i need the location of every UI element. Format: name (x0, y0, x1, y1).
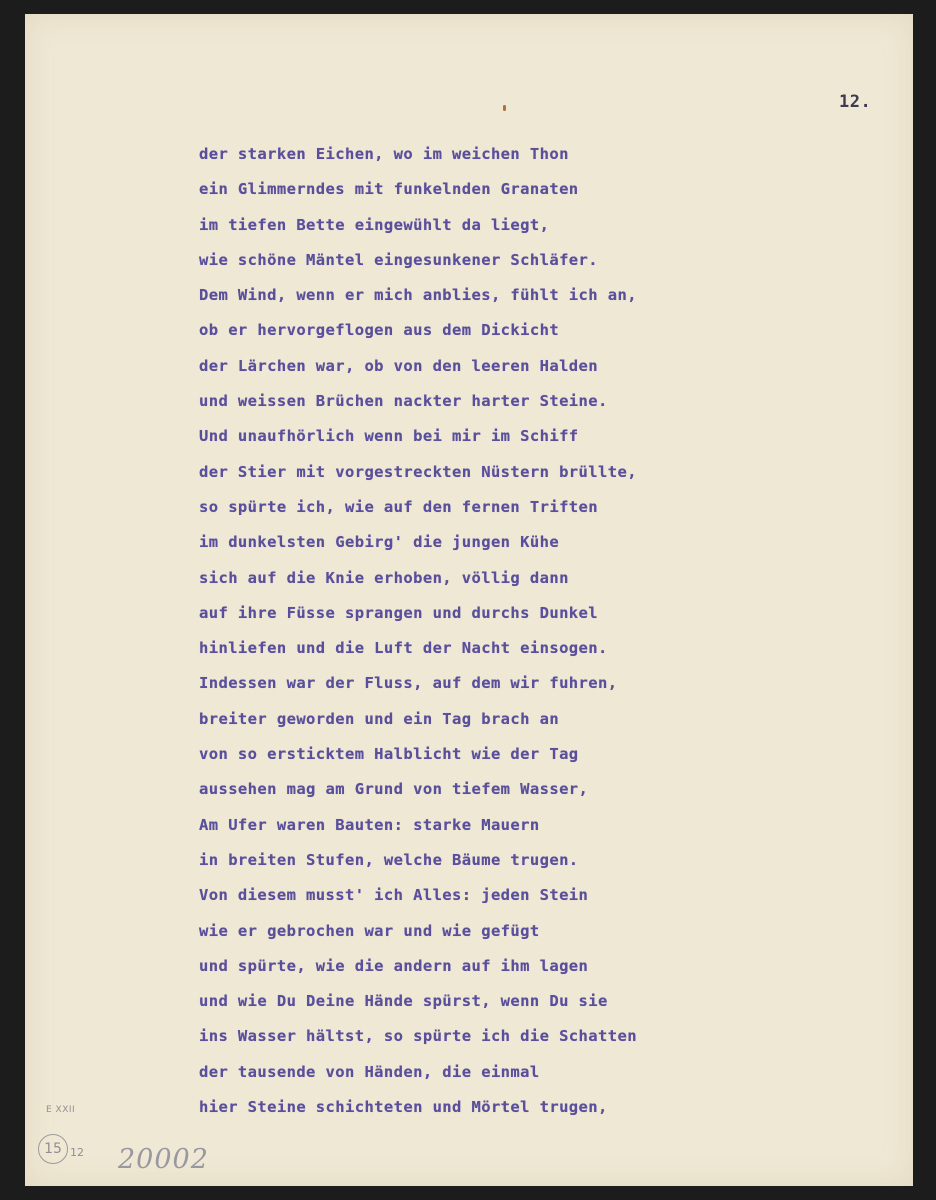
poem-line: wie er gebrochen war und wie gefügt (199, 921, 540, 940)
poem-line: und wie Du Deine Hände spürst, wenn Du sie (199, 992, 608, 1011)
poem-line: der Stier mit vorgestreckten Nüstern brüllte, (199, 462, 637, 481)
poem-line: aussehen mag am Grund von tiefem Wasser, (199, 780, 589, 799)
poem-line: der Lärchen war, ob von den leeren Halden (199, 356, 599, 375)
archive-mark: E XXII (46, 1105, 76, 1115)
poem-line: im dunkelsten Gebirg' die jungen Kühe (199, 533, 560, 552)
poem-line: hinliefen und die Luft der Nacht einsogen. (199, 639, 608, 658)
poem-line: ein Glimmerndes mit funkelnden Granaten (199, 180, 579, 199)
page-number: 12. (839, 92, 872, 112)
poem-line: hier Steine schichteten und Mörtel trugen, (199, 1098, 608, 1117)
poem-line: wie schöne Mäntel eingesunkener Schläfer. (199, 250, 599, 269)
poem-text (199, 141, 637, 1129)
poem-line: im tiefen Bette eingewühlt da liegt, (199, 215, 550, 234)
poem-line: Indessen war der Fluss, auf dem wir fuhren, (199, 674, 618, 693)
poem-line: ob er hervorgeflogen aus dem Dickicht (199, 321, 560, 340)
poem-line: Dem Wind, wenn er mich anblies, fühlt ich an, (199, 286, 637, 305)
poem-line: von so ersticktem Halblicht wie der Tag (199, 745, 579, 764)
poem-line: breiter geworden und ein Tag brach an (199, 709, 560, 728)
folio-number: 15 (44, 1141, 62, 1157)
poem-line: der tausende von Händen, die einmal (199, 1062, 540, 1081)
folio-sub-number: 12 (70, 1146, 84, 1159)
document-page (25, 14, 913, 1186)
poem-line: der starken Eichen, wo im weichen Thon (199, 145, 569, 163)
poem-line: so spürte ich, wie auf den fernen Triften (199, 497, 599, 516)
poem-line: sich auf die Knie erhoben, völlig dann (199, 568, 569, 587)
poem-line: Am Ufer waren Bauten: starke Mauern (199, 815, 540, 834)
inventory-number: 20002 (118, 1144, 209, 1175)
poem-line: auf ihre Füsse sprangen und durchs Dunkel (199, 603, 599, 622)
poem-line: ins Wasser hältst, so spürte ich die Schatten (199, 1027, 637, 1046)
poem-line: Von diesem musst' ich Alles: jeden Stein (199, 886, 589, 905)
poem-line: und spürte, wie die andern auf ihm lagen (199, 956, 589, 975)
ink-spot (503, 105, 506, 111)
poem-line: und weissen Brüchen nackter harter Steine. (199, 392, 608, 411)
poem-line: in breiten Stufen, welche Bäume trugen. (199, 850, 579, 869)
poem-line: Und unaufhörlich wenn bei mir im Schiff (199, 427, 579, 446)
folio-circle (38, 1134, 68, 1164)
